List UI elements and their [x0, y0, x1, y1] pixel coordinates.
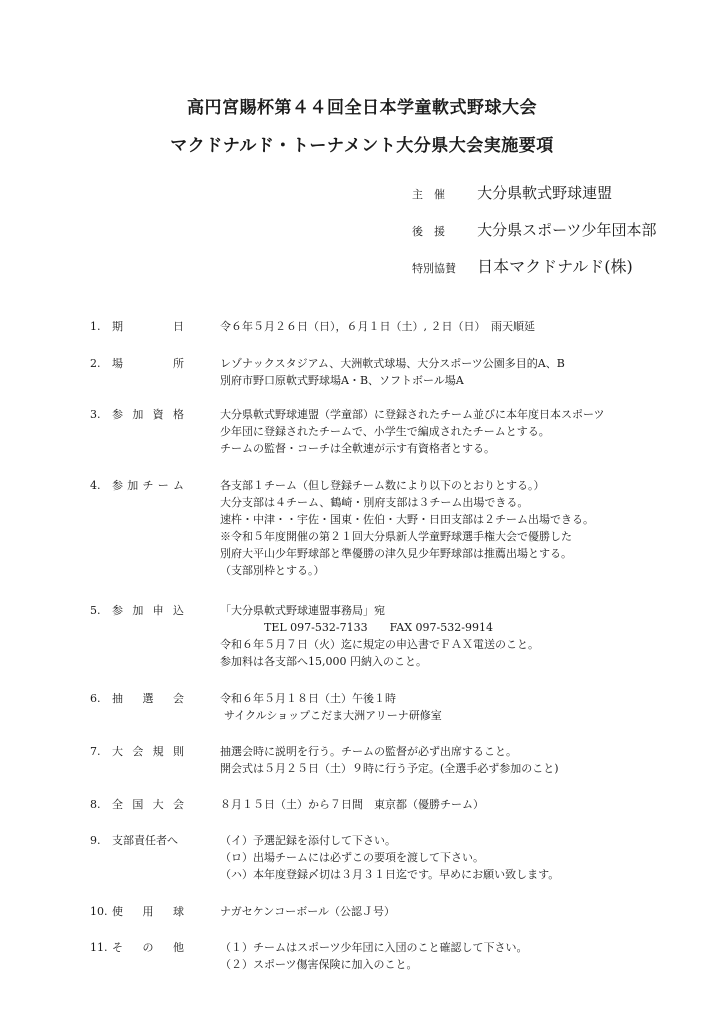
- section-heading: 参加チーム: [112, 479, 184, 492]
- section-heading: 使用球: [112, 905, 184, 918]
- section-line: レゾナックスタジアム、大洲軟式球場、大分スポーツ公園多目的A、B: [220, 357, 565, 370]
- section-body: [220, 832, 700, 883]
- section-heading: 支部責任者へ: [112, 834, 178, 847]
- section-line: 令和６年５月７日（火）迄に規定の申込書でＦＡＸ電送のこと。: [220, 638, 539, 651]
- document-title-line1: 高円宮賜杯第４４回全日本学童軟式野球大会: [187, 98, 537, 118]
- section-number: 9.: [90, 834, 101, 847]
- section-line: 抽選会時に説明を行う。チームの監督が必ず出席すること。: [220, 745, 517, 758]
- section-body: [220, 796, 700, 813]
- section-body: [220, 406, 700, 457]
- section-body: [220, 939, 700, 973]
- section-line: （２）スポーツ傷害保険に加入のこと。: [220, 958, 418, 971]
- section-label: [90, 743, 190, 760]
- section-heading: その他: [112, 941, 184, 954]
- organizer-sponsor: [412, 254, 633, 277]
- organizer-role: 後 援: [412, 225, 445, 238]
- section-number: 1.: [90, 320, 101, 333]
- section-line: （ロ）出場チームには必ずこの要項を渡して下さい。: [220, 851, 484, 864]
- organizer-role: 特別協賛: [412, 262, 456, 275]
- section-body: [220, 477, 700, 579]
- section-label: [90, 796, 190, 813]
- section-line: 令６年５月２６日（日），６月１日（土）, ２日（日） 雨天順延: [220, 320, 535, 333]
- section-line: 速杵・中津・・宇佐・国東・佐伯・大野・日田支部は２チーム出場できる。: [220, 513, 594, 526]
- section-label: [90, 939, 190, 956]
- section-label: [90, 903, 190, 920]
- document-title-line2: マクドナルド・トーナメント大分県大会実施要項: [170, 136, 554, 156]
- organizer-name: 大分県スポーツ少年団本部: [477, 221, 657, 239]
- section-body: [220, 690, 700, 724]
- organizer-name: 大分県軟式野球連盟: [477, 184, 613, 202]
- section-heading: 抽選会: [112, 692, 184, 705]
- section-line: 「大分県軟式野球連盟事務局」宛: [220, 604, 385, 617]
- section-line: 開会式は５月２５日（土）９時に行う予定。(全選手必ず参加のこと): [220, 762, 559, 775]
- section-number: 10.: [90, 905, 108, 918]
- section-heading: 場 所: [112, 357, 184, 370]
- section-line: （イ）予選記録を添付して下さい。: [220, 834, 396, 847]
- section-line: 参加料は各支部へ15,000 円納入のこと。: [220, 655, 427, 668]
- section-body: [220, 355, 700, 389]
- section-line: （ハ）本年度登録〆切は３月３１日迄です。早めにお願い致します。: [220, 868, 560, 881]
- section-line: 令和６年５月１８日（土）午後１時: [220, 692, 396, 705]
- section-line: チームの監督・コーチは全軟連が示す有資格者とする。: [220, 442, 495, 455]
- section-label: [90, 318, 190, 335]
- section-label: [90, 477, 190, 494]
- section-number: 4.: [90, 479, 101, 492]
- section-heading: 参加資格: [112, 408, 184, 421]
- section-heading: 参加申込: [112, 604, 184, 617]
- section-line: ※令和５年度開催の第２１回大分県新人学童野球選手権大会で優勝した: [220, 530, 572, 543]
- section-line: 大分県軟式野球連盟（学童部）に登録されたチーム並びに本年度日本スポーツ: [220, 408, 605, 421]
- section-line: （１）チームはスポーツ少年団に入団のこと確認して下さい。: [220, 941, 528, 954]
- section-heading: 全国大会: [112, 798, 184, 811]
- section-line: （支部別枠とする。）: [220, 564, 325, 577]
- section-line: TEL 097-532-7133 FAX 097-532-9914: [220, 621, 493, 634]
- section-line: サイクルショップこだま大洲アリーナ研修室: [224, 709, 442, 722]
- section-line: 大分支部は４チーム、鶴崎・別府支部は３チーム出場できる。: [220, 496, 529, 509]
- section-body: [220, 318, 700, 335]
- section-label: [90, 690, 190, 707]
- section-number: 7.: [90, 745, 101, 758]
- section-label: [90, 355, 190, 372]
- section-label: [90, 406, 190, 423]
- section-line: 別府市野口原軟式野球場A・B、ソフトボール場A: [220, 374, 464, 387]
- section-number: 6.: [90, 692, 101, 705]
- section-number: 11.: [90, 941, 108, 954]
- organizer-support: [412, 219, 657, 240]
- organizer-name: 日本マクドナルド(株): [477, 257, 633, 276]
- section-line: ナガセケンコーボール（公認Ｊ号）: [220, 905, 396, 918]
- section-body: [220, 903, 700, 920]
- section-body: [220, 602, 700, 670]
- section-heading: 期 日: [112, 320, 184, 333]
- section-line: 少年団に登録されたチームで、小学生で編成されたチームとする。: [220, 425, 550, 438]
- organizer-role: 主 催: [412, 188, 445, 201]
- section-heading: 大会規則: [112, 745, 184, 758]
- section-number: 2.: [90, 357, 101, 370]
- section-label: [90, 832, 190, 849]
- section-number: 8.: [90, 798, 101, 811]
- section-line: ８月１５日（土）から７日間 東京都（優勝チーム）: [220, 798, 484, 811]
- section-number: 5.: [90, 604, 101, 617]
- organizer-host: [412, 182, 612, 203]
- section-number: 3.: [90, 408, 101, 421]
- section-label: [90, 602, 190, 619]
- section-line: 別府大平山少年野球部と準優勝の津久見少年野球部は推薦出場とする。: [220, 547, 572, 560]
- section-line: 各支部１チーム（但し登録チーム数により以下のとおりとする。）: [220, 479, 545, 492]
- section-body: [220, 743, 700, 777]
